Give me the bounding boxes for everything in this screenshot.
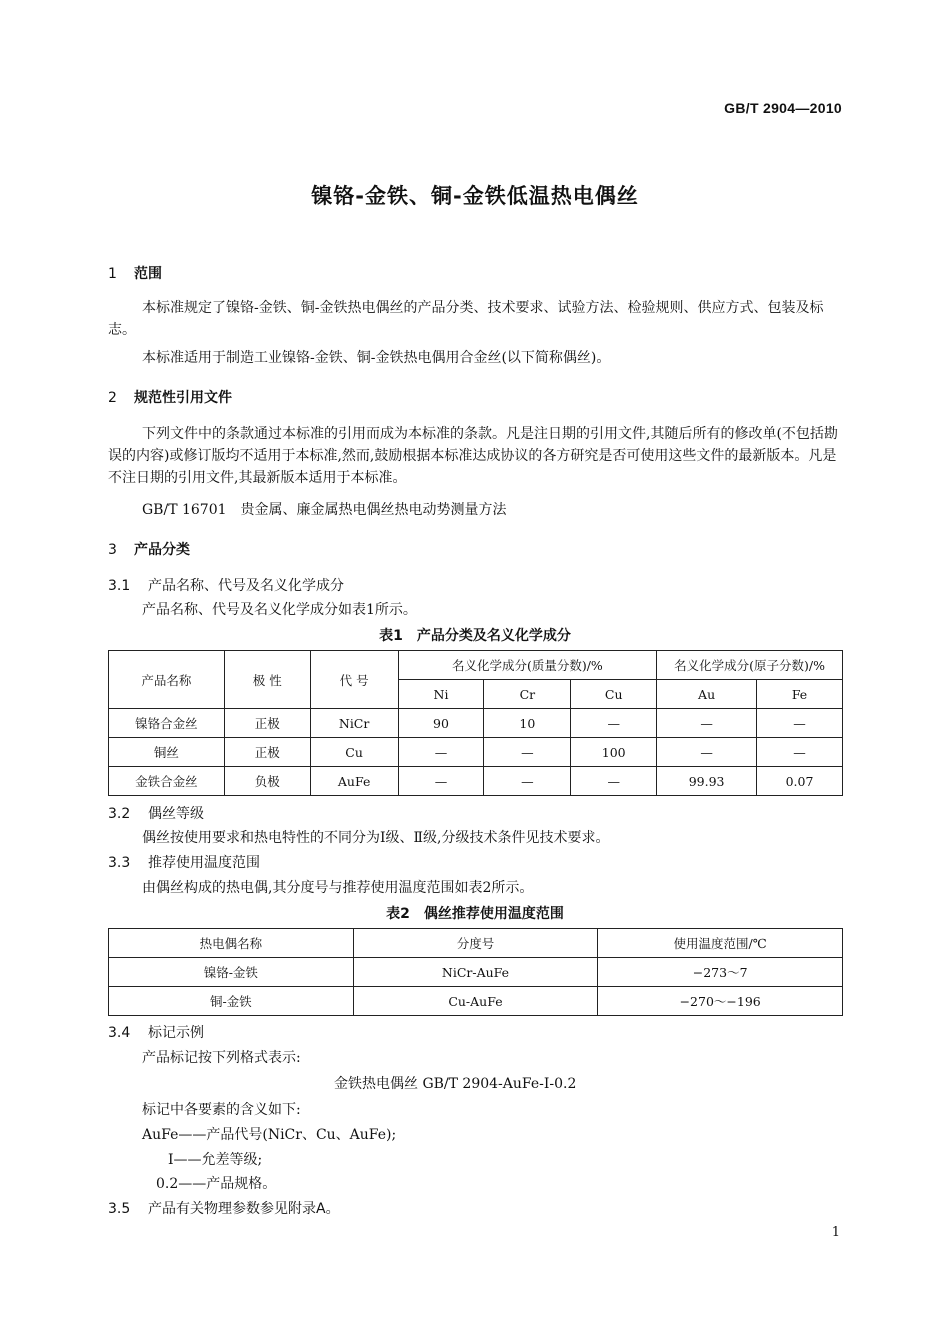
paragraph-scope-2: 本标准适用于制造工业镍铬-金铁、铜-金铁热电偶用合金丝(以下简称偶丝)。 [142, 350, 611, 366]
subsection-number: 3.3 [108, 855, 131, 871]
table-row [109, 958, 843, 987]
table-row [109, 709, 843, 738]
table-cell: AuFe [310, 767, 398, 796]
table-cell: 0.07 [757, 767, 843, 796]
table-row [109, 767, 843, 796]
section-number: 2 [108, 390, 117, 406]
table-cell: 10 [484, 709, 571, 738]
table-header-row [109, 651, 843, 680]
standard-number: GB/T 2904—2010 [724, 100, 842, 116]
table-cell: — [657, 709, 757, 738]
header-cell: Cu [571, 680, 657, 709]
table-cell: Cu-AuFe [353, 987, 598, 1016]
table-cell: 90 [398, 709, 484, 738]
section-number: 3 [108, 542, 117, 558]
table-cell: −270～−196 [598, 987, 843, 1016]
paragraph-references: 下列文件中的条款通过本标准的引用而成为本标准的条款。凡是注日期的引用文件,其随后所有的修改单(不包括勘误的内容)或修订版均不适用于本标准,然而,鼓励根据本标准达成协议的各方研究是否可使用这些文件的最新版本。凡是不注日期的引用文件,其最新版本适用于本标准。 [108, 426, 838, 486]
section-1-heading [108, 263, 162, 283]
table-cell: — [484, 767, 571, 796]
table-cell: −273～7 [598, 958, 843, 987]
subsection-number: 3.1 [108, 578, 131, 594]
subsection-title: 产品名称、代号及名义化学成分 [148, 578, 344, 594]
table-cell: — [398, 738, 484, 767]
page-number: 1 [831, 1225, 840, 1240]
subsection-title: 产品有关物理参数参见附录A。 [148, 1201, 340, 1217]
header-cell: 极 性 [224, 651, 310, 709]
table-cell: 99.93 [657, 767, 757, 796]
subsection-title: 偶丝等级 [148, 806, 204, 822]
subsection-3-2-heading [108, 803, 204, 823]
subsection-3-3-heading [108, 852, 260, 872]
section-title: 范围 [134, 266, 162, 282]
section-title: 产品分类 [134, 542, 190, 558]
table-cell: — [398, 767, 484, 796]
header-cell: Au [657, 680, 757, 709]
table-cell: 铜丝 [109, 738, 225, 767]
header-cell: 分度号 [353, 929, 598, 958]
table-cell: 正极 [224, 738, 310, 767]
section-number: 1 [108, 266, 117, 282]
section-title: 规范性引用文件 [134, 390, 232, 406]
marking-meaning-intro: 标记中各要素的含义如下: [142, 1102, 301, 1118]
subsection-3-1-heading [108, 575, 344, 595]
table-cell: — [757, 709, 843, 738]
subsection-title: 标记示例 [148, 1025, 204, 1041]
subsection-title: 推荐使用温度范围 [148, 855, 260, 871]
subsection-3-1-text: 产品名称、代号及名义化学成分如表1所示。 [142, 602, 417, 618]
subsection-number: 3.2 [108, 806, 131, 822]
table-2 [108, 928, 843, 1016]
header-cell: 名义化学成分(原子分数)/% [657, 651, 843, 680]
header-cell: Fe [757, 680, 843, 709]
table-cell: 铜-金铁 [109, 987, 354, 1016]
marking-item-code: AuFe——产品代号(NiCr、Cu、AuFe); [142, 1127, 397, 1143]
table-1-caption: 表1 产品分类及名义化学成分 [379, 628, 571, 644]
header-cell: 使用温度范围/℃ [598, 929, 843, 958]
table-cell: 镍铬-金铁 [109, 958, 354, 987]
table-cell: NiCr [310, 709, 398, 738]
document-title: 镍铬-金铁、铜-金铁低温热电偶丝 [311, 184, 639, 208]
header-cell: 代 号 [310, 651, 398, 709]
subsection-3-3-text: 由偶丝构成的热电偶,其分度号与推荐使用温度范围如表2所示。 [142, 880, 534, 896]
subsection-number: 3.5 [108, 1201, 131, 1217]
header-cell: 产品名称 [109, 651, 225, 709]
header-cell: Cr [484, 680, 571, 709]
table-row [109, 738, 843, 767]
header-cell: 热电偶名称 [109, 929, 354, 958]
marking-example: 金铁热电偶丝 GB/T 2904-AuFe-Ⅰ-0.2 [334, 1076, 577, 1092]
table-cell: Cu [310, 738, 398, 767]
header-cell: 名义化学成分(质量分数)/% [398, 651, 657, 680]
table-row [109, 987, 843, 1016]
subsection-3-5-heading [108, 1198, 340, 1218]
table-cell: — [757, 738, 843, 767]
marking-intro: 产品标记按下列格式表示: [142, 1050, 301, 1066]
table-cell: 正极 [224, 709, 310, 738]
marking-item-spec: 0.2——产品规格。 [156, 1176, 277, 1192]
table-cell: 负极 [224, 767, 310, 796]
subsection-number: 3.4 [108, 1025, 131, 1041]
table-cell: — [484, 738, 571, 767]
table-2-caption: 表2 偶丝推荐使用温度范围 [386, 906, 564, 922]
subsection-3-4-heading [108, 1022, 204, 1042]
table-1 [108, 650, 843, 796]
table-cell: — [571, 709, 657, 738]
table-header-row [109, 929, 843, 958]
table-cell: NiCr-AuFe [353, 958, 598, 987]
table-cell: 100 [571, 738, 657, 767]
reference-item: GB/T 16701 贵金属、廉金属热电偶丝热电动势测量方法 [142, 502, 507, 518]
table-cell: 金铁合金丝 [109, 767, 225, 796]
section-3-heading [108, 539, 190, 559]
table-cell: — [571, 767, 657, 796]
section-2-heading [108, 387, 232, 407]
marking-item-grade: Ⅰ——允差等级; [168, 1152, 263, 1168]
table-cell: 镍铬合金丝 [109, 709, 225, 738]
table-cell: — [657, 738, 757, 767]
paragraph-scope-1: 本标准规定了镍铬-金铁、铜-金铁热电偶丝的产品分类、技术要求、试验方法、检验规则、供应方式、包装及标志。 [108, 300, 824, 338]
subsection-3-2-text: 偶丝按使用要求和热电特性的不同分为Ⅰ级、Ⅱ级,分级技术条件见技术要求。 [142, 830, 610, 846]
header-cell: Ni [398, 680, 484, 709]
